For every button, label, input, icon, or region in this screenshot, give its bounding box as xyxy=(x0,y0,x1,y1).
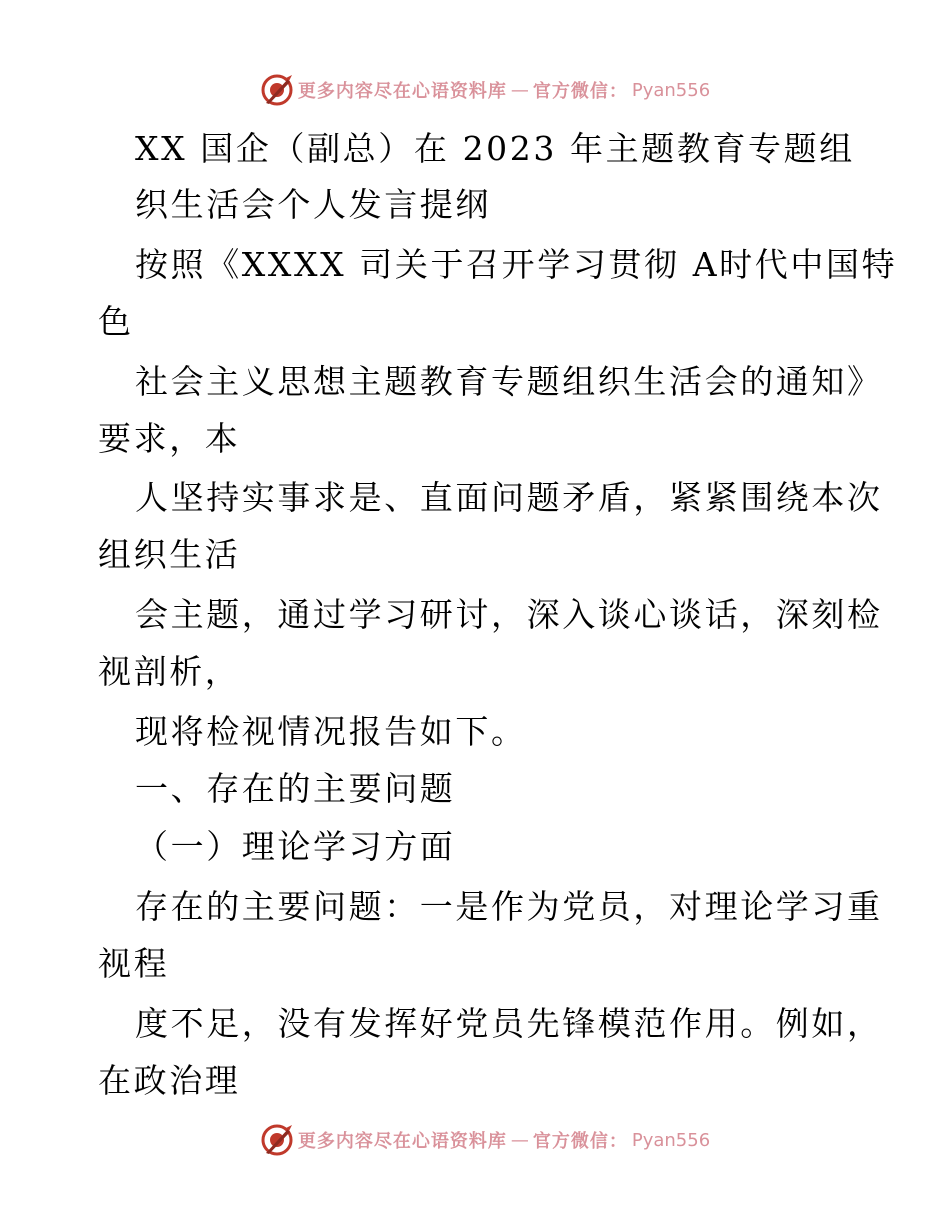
quill-logo-icon xyxy=(260,73,294,107)
watermark-account: Pyan556 xyxy=(631,1129,711,1151)
body-line: 按照《XXXX 司关于召开学习贯彻 A时代中国特 xyxy=(135,245,898,284)
body-line: 视剖析， xyxy=(98,652,241,691)
watermark-brand: 更多内容尽在心语资料库 xyxy=(297,1131,507,1152)
body-line: 存在的主要问题：一是作为党员，对理论学习重 xyxy=(135,887,883,926)
body-line: 色 xyxy=(98,302,134,341)
body-line: 现将检视情况报告如下。 xyxy=(135,712,527,751)
subsection-heading: （一）理论学习方面 xyxy=(135,827,456,866)
body-line: 要求，本 xyxy=(98,419,241,458)
watermark-account: Pyan556 xyxy=(631,79,711,101)
footer-watermark xyxy=(0,1120,950,1160)
body-line: 视程 xyxy=(98,944,170,983)
body-line: 度不足，没有发挥好党员先锋模范作用。例如， xyxy=(135,1004,883,1043)
body-line: 在政治理 xyxy=(98,1061,241,1100)
body-line: 组织生活 xyxy=(98,535,241,574)
watermark-brand: 更多内容尽在心语资料库 xyxy=(297,81,507,102)
quill-logo-icon xyxy=(260,1123,294,1157)
body-line: 社会主义思想主题教育专题组织生活会的通知》 xyxy=(135,362,883,401)
watermark-dash: — xyxy=(510,79,529,101)
watermark-label: 官方微信： xyxy=(532,1131,628,1152)
header-watermark xyxy=(0,70,950,110)
title-line-1: XX 国企（副总）在 2023 年主题教育专题组 xyxy=(135,129,855,168)
title-line-2: 织生活会个人发言提纲 xyxy=(135,185,491,224)
body-line: 人坚持实事求是、直面问题矛盾，紧紧围绕本次 xyxy=(135,478,883,517)
body-line: 会主题，通过学习研讨，深入谈心谈话，深刻检 xyxy=(135,595,883,634)
watermark-dash: — xyxy=(510,1129,529,1151)
watermark-label: 官方微信： xyxy=(532,81,628,102)
section-heading: 一、存在的主要问题 xyxy=(135,769,456,808)
